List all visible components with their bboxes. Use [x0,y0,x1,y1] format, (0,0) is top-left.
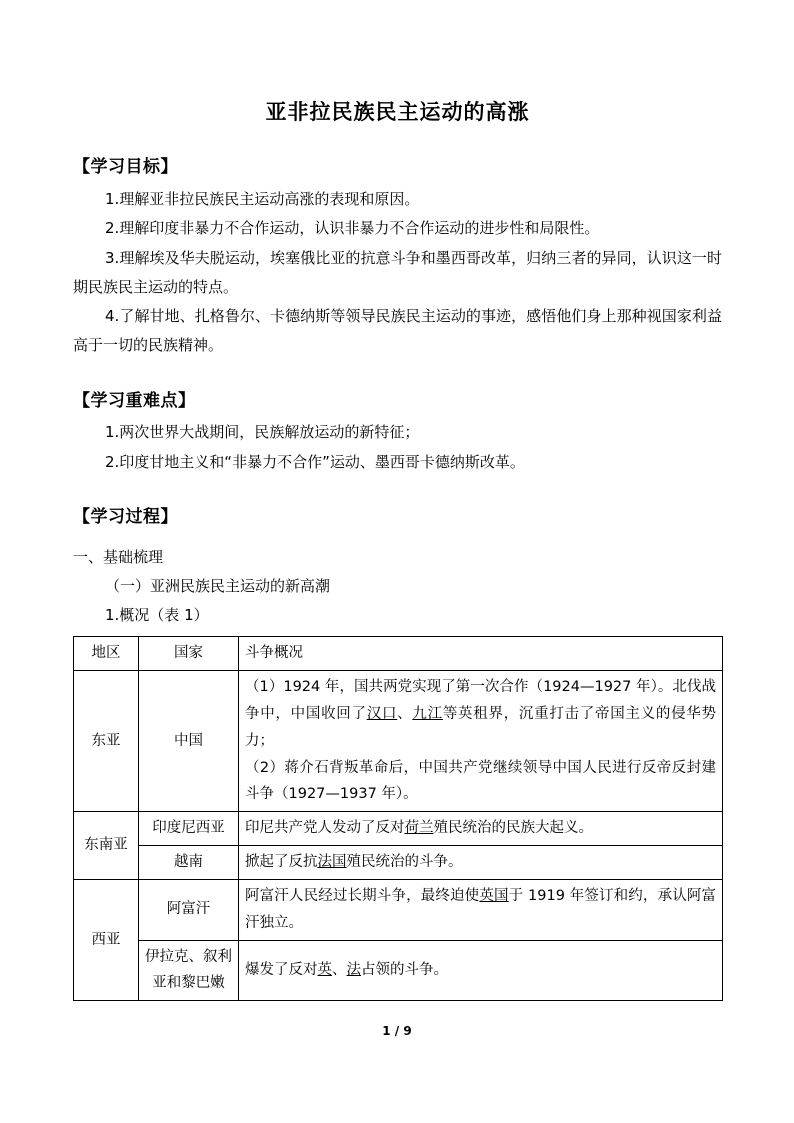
objective-item-2: 2.理解印度非暴力不合作运动，认识非暴力不合作运动的进步性和局限性。 [105,219,600,238]
cell-region: 东南亚 [74,812,139,880]
cell-country: 中国 [139,671,239,812]
text-segment: （1）1924 年，国共两党实现了第一次合作（1924—1927 年）。北伐战争中，中国收回了 [245,679,716,723]
text-segment: 等英租界，沉重打击了帝国主义的侵华势力； [245,706,717,749]
cell-country: 印度尼西亚 [139,812,239,846]
page-footer: 1 / 9 [382,1024,412,1038]
underlined-term: 法国 [317,854,347,871]
learning-objectives-heading: 【学习目标】 [73,157,178,178]
cell-detail [239,879,723,940]
underlined-term: 英 [317,961,332,978]
objective-item-1: 1.理解亚非拉民族民主运动高涨的表现和原因。 [105,190,420,209]
cell-region: 东亚 [74,671,139,812]
key-difficult-points-heading: 【学习重难点】 [73,390,196,411]
struggle-overview-table [73,636,723,1001]
page-title: 亚非拉民族民主运动的高涨 [265,100,530,124]
detail-line [245,755,716,809]
table-body [74,671,723,1001]
learning-process-heading: 【学习过程】 [73,506,178,527]
detail-line [245,883,716,937]
column-header-region: 地区 [74,637,139,671]
table-row [74,846,723,880]
text-segment: （2）蒋介石背叛革命后，中国共产党继续领导中国人民进行反帝反封建斗争（1927—1937 年）。 [245,759,716,803]
outline-level3-overview: 1.概况（表 1） [105,606,209,625]
detail-line [245,815,716,842]
objective-item-4: 4.了解甘地、扎格鲁尔、卡德纳斯等领导民族民主运动的事迹，感悟他们身上那种视国家利益高于一切的民族精神。 [73,307,722,355]
text-segment: 掀起了反抗 [245,854,318,871]
text-segment: 于 1919 年签订和约，承认阿富汗独立。 [245,887,717,931]
underlined-term: 荷兰 [404,820,434,837]
text-segment: 占领的斗争。 [361,961,448,978]
underlined-term: 汉口 [366,706,398,723]
cell-detail [239,812,723,846]
cell-detail [239,940,723,1001]
text-segment: 阿富汗人民经过长期斗争，最终迫使 [245,887,480,904]
detail-line [245,957,716,984]
underlined-term: 法 [346,961,361,978]
text-segment: 殖民统治的民族大起义。 [433,820,593,837]
cell-country: 伊拉克、叙利亚和黎巴嫩 [139,940,239,1001]
table-header-row [74,637,723,671]
cell-detail [239,671,723,812]
text-segment: 印尼共产党人发动了反对 [245,820,405,837]
text-segment: 殖民统治的斗争。 [346,854,463,871]
column-header-detail: 斗争概况 [239,637,723,671]
cell-region: 西亚 [74,879,139,1000]
text-segment: 、 [397,706,413,723]
text-segment: 、 [332,961,347,978]
key-point-item-2: 2.印度甘地主义和“非暴力不合作”运动、墨西哥卡德纳斯改革。 [105,452,525,471]
cell-country: 越南 [139,846,239,880]
table-row [74,879,723,940]
table-row [74,812,723,846]
text-segment: 爆发了反对 [245,961,318,978]
table-row [74,671,723,812]
objective-item-3: 3.理解埃及华夫脱运动，埃塞俄比亚的抗意斗争和墨西哥改革，归纳三者的异同，认识这一时期民族民主运动的特点。 [73,248,722,296]
cell-detail [239,846,723,880]
page-content [73,0,722,1001]
underlined-term: 九江 [412,706,443,723]
outline-level2-asia: （一）亚洲民族民主运动的新高潮 [105,576,331,595]
column-header-country: 国家 [139,637,239,671]
cell-country: 阿富汗 [139,879,239,940]
key-point-item-1: 1.两次世界大战期间，民族解放运动的新特征； [105,423,420,442]
detail-line [245,674,716,754]
outline-level1-basics: 一、基础梳理 [73,547,164,566]
underlined-term: 英国 [479,887,509,904]
table-row [74,940,723,1001]
detail-line [245,849,716,876]
